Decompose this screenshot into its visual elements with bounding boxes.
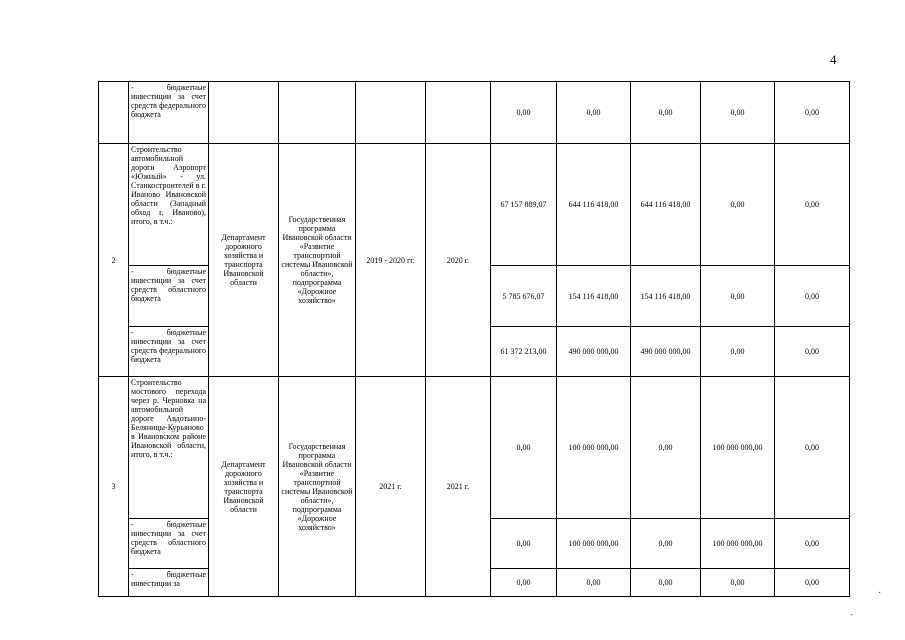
department-cell: Департамент дорожного хозяйства и транспорта Ивановской области: [209, 377, 279, 597]
project-title: Строительство мостового перехода через р. Черновка на автомобильной дороге Авдотьино-Беляницы-Курьяново в Ивановском районе Ивановской области, итого, в т.ч.:: [129, 377, 209, 519]
value-cell: 0,00: [701, 266, 775, 327]
value-cell: 0,00: [631, 519, 701, 569]
value-cell: 490 000 000,00: [557, 327, 631, 377]
program-cell: Государственная программа Ивановской области «Развитие транспортной системы Ивановской области», подпрограмма «Дорожное хозяйство»: [279, 377, 356, 597]
value-cell: 154 116 418,00: [631, 266, 701, 327]
row-label: - бюджетные инвестиции за счет средств федерального бюджета: [129, 327, 209, 377]
value-cell: 61 372 213,00: [491, 327, 557, 377]
value-cell: 0,00: [701, 82, 775, 144]
value-cell: 490 000 000,00: [631, 327, 701, 377]
department-cell: Департамент дорожного хозяйства и транспорта Ивановской области: [209, 144, 279, 377]
value-cell: 644 116 418,00: [631, 144, 701, 266]
value-cell: 0,00: [491, 377, 557, 519]
value-cell: 100 000 000,00: [557, 519, 631, 569]
value-cell: 100 000 000,00: [701, 377, 775, 519]
value-cell: 100 000 000,00: [701, 519, 775, 569]
value-cell: 0,00: [775, 144, 850, 266]
value-cell: 0,00: [701, 327, 775, 377]
page-number: 4: [830, 52, 837, 67]
value-cell: 0,00: [775, 377, 850, 519]
investment-table: [98, 81, 850, 597]
value-cell: 67 157 889,07: [491, 144, 557, 266]
project-title: Строительство автомобильной дороги Аэропорт «Южный» - ул. Станкостроителей в г. Иваново Ивановской области (Западный обход г. Иваново), итого, в т.ч.:: [129, 144, 209, 266]
table-row: [99, 144, 850, 266]
row-label: - бюджетные инвестиции за счет средств областного бюджета: [129, 266, 209, 327]
scan-speck: ˏ: [845, 605, 854, 618]
value-cell: 0,00: [775, 569, 850, 597]
completion-cell: 2020 г.: [426, 144, 491, 377]
row-label: - бюджетные инвестиции за: [129, 569, 209, 597]
value-cell: 100 000 000,00: [557, 377, 631, 519]
completion-cell: 2021 г.: [426, 377, 491, 597]
value-cell: 0,00: [701, 144, 775, 266]
value-cell: 0,00: [631, 569, 701, 597]
row-index: 2: [99, 144, 129, 377]
row-label: - бюджетные инвестиции за счет средств федерального бюджета: [129, 82, 209, 144]
value-cell: 644 116 418,00: [557, 144, 631, 266]
scan-speck: ·: [878, 588, 882, 599]
value-cell: 5 785 676,07: [491, 266, 557, 327]
period-cell: 2021 г.: [356, 377, 426, 597]
value-cell: 0,00: [557, 569, 631, 597]
table-row: [99, 82, 850, 144]
value-cell: 0,00: [631, 82, 701, 144]
value-cell: 0,00: [701, 569, 775, 597]
value-cell: 0,00: [557, 82, 631, 144]
value-cell: 0,00: [775, 519, 850, 569]
value-cell: 0,00: [775, 82, 850, 144]
value-cell: 0,00: [491, 519, 557, 569]
value-cell: 154 116 418,00: [557, 266, 631, 327]
value-cell: 0,00: [775, 327, 850, 377]
value-cell: 0,00: [631, 377, 701, 519]
table-row: [99, 377, 850, 519]
row-index: 3: [99, 377, 129, 597]
program-cell: Государственная программа Ивановской области «Развитие транспортной системы Ивановской области», подпрограмма «Дорожное хозяйство»: [279, 144, 356, 377]
value-cell: 0,00: [491, 82, 557, 144]
value-cell: 0,00: [775, 266, 850, 327]
value-cell: 0,00: [491, 569, 557, 597]
period-cell: 2019 - 2020 гг.: [356, 144, 426, 377]
row-label: - бюджетные инвестиции за счет средств областного бюджета: [129, 519, 209, 569]
